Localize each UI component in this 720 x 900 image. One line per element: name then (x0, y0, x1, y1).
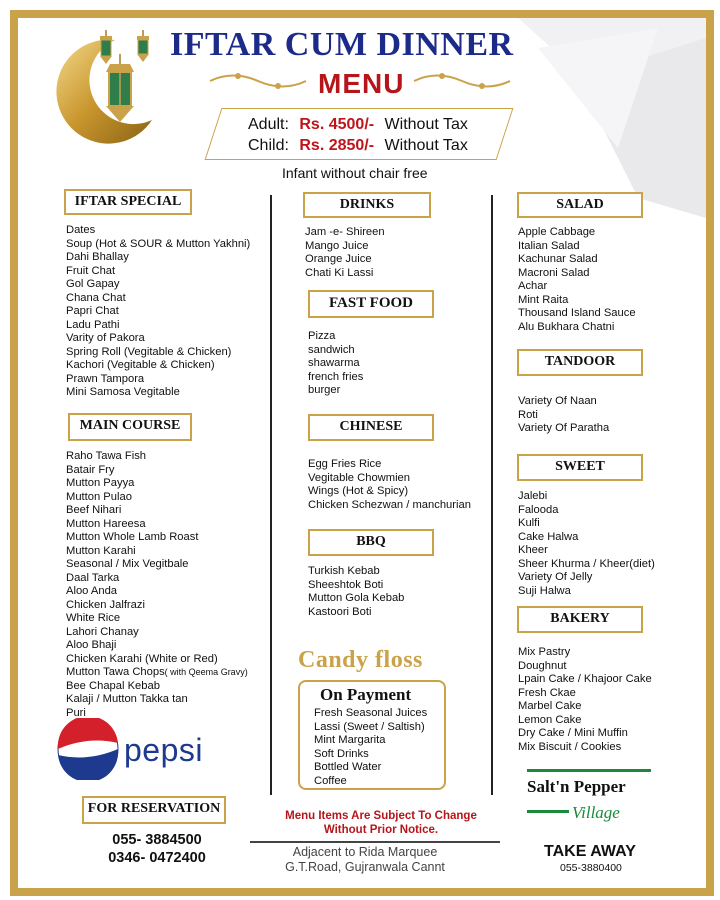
list-item: Lpain Cake / Khajoor Cake (518, 673, 652, 685)
list-item: Kastoori Boti (308, 605, 372, 618)
page-title: IFTAR CUM DINNER (170, 26, 514, 63)
infant-note: Infant without chair free (282, 165, 428, 181)
bakery-list (518, 646, 652, 754)
list-item: Vegitable Chowmien (308, 471, 410, 484)
list-item: Gol Gapay (66, 278, 120, 290)
list-item: Bottled Water (314, 761, 382, 773)
list-item: Prawn Tampora (66, 372, 145, 385)
child-label: Child: (248, 137, 289, 154)
sweet-list (518, 490, 655, 598)
list-item: Cake Halwa (518, 530, 579, 543)
list-item: Kalaji / Mutton Takka tan (66, 693, 188, 705)
list-item: Mutton Hareesa (66, 517, 146, 530)
child-price: Rs. 2850/- (299, 137, 375, 154)
list-item: Lahori Chanay (66, 625, 139, 638)
list-item: Aloo Anda (66, 585, 118, 597)
list-item: Sheeshtok Boti (308, 578, 384, 591)
takeaway-phone: 055-3880400 (560, 862, 622, 874)
ornament-right-icon (412, 70, 512, 92)
bbq-list (308, 565, 404, 619)
list-item: Chati Ki Lassi (305, 266, 374, 279)
pepsi-logo-text: pepsi (124, 732, 203, 768)
takeaway-label: TAKE AWAY (544, 843, 636, 860)
list-item: Jalebi (518, 490, 548, 502)
adult-label: Adult: (248, 116, 289, 133)
list-item: Mix Biscuit / Cookies (518, 740, 622, 753)
list-item: Kulfi (518, 517, 540, 529)
list-item: Variety Of Naan (518, 395, 597, 407)
list-item: Achar (518, 280, 548, 292)
list-item: Soup (Hot & SOUR & Mutton Yakhni) (66, 237, 251, 250)
child-price-line (248, 137, 468, 155)
pepsi-logo-icon (57, 718, 119, 780)
on-payment-list (314, 707, 427, 788)
list-item: Mutton Gola Kebab (308, 592, 405, 604)
list-item: Mutton Tawa Chops( with Qeema Gravy) (66, 666, 248, 678)
notice-line-2: Without Prior Notice. (323, 824, 439, 836)
list-item: Pizza (308, 330, 336, 342)
list-item: Kachori (Vegitable & Chicken) (66, 359, 215, 371)
list-item: Puri (66, 706, 86, 719)
list-item: Turkish Kebab (308, 565, 380, 577)
list-item: White Rice (66, 612, 121, 624)
brand-rule-left (527, 810, 569, 813)
column-divider (270, 195, 272, 795)
chinese-list (308, 458, 471, 512)
list-item: Orange Juice (305, 253, 372, 265)
list-item: Jam -e- Shireen (305, 226, 385, 238)
adult-price: Rs. 4500/- (299, 116, 375, 133)
lantern-icon (102, 54, 138, 124)
child-note: Without Tax (384, 137, 468, 154)
drinks-list (305, 226, 385, 280)
list-item: Chicken Jalfrazi (66, 598, 145, 611)
change-notice (270, 809, 492, 837)
list-item: Wings (Hot & Spicy) (308, 485, 409, 497)
brand-subtitle: Village (572, 803, 620, 822)
list-item: Dry Cake / Mini Muffin (518, 727, 628, 739)
section-header-tandoor: TANDOOR (517, 349, 643, 376)
section-header-sweet: SWEET (517, 454, 643, 481)
list-item: Egg Fries Rice (308, 458, 382, 470)
list-item: Papri Chat (66, 305, 119, 317)
list-item: Beef Nihari (66, 504, 122, 516)
list-item: Bee Chapal Kebab (66, 679, 160, 692)
list-item: sandwich (308, 343, 355, 356)
ornament-left-icon (208, 70, 308, 92)
list-item: Alu Bukhara Chatni (518, 320, 615, 333)
section-header-chinese: CHINESE (308, 414, 434, 441)
list-item: Mango Juice (305, 239, 369, 252)
list-item: Italian Salad (518, 239, 580, 252)
reservation-header: FOR RESERVATION (82, 796, 226, 824)
address-line-1: Adjacent to Rida Marquee (292, 845, 438, 859)
reservation-phones (92, 831, 222, 867)
list-item: Coffee (314, 774, 347, 787)
list-item: Kachunar Salad (518, 253, 598, 265)
list-item: Lemon Cake (518, 713, 582, 726)
list-item: Chicken Karahi (White or Red) (66, 652, 218, 665)
list-item: Daal Tarka (66, 571, 120, 584)
section-header-main-course: MAIN COURSE (68, 413, 192, 441)
reservation-phone-2: 0346- 0472400 (108, 850, 206, 866)
list-item: Soft Drinks (314, 747, 369, 760)
list-item: Kheer (518, 544, 548, 556)
fast-food-list (308, 330, 363, 398)
list-item: Fruit Chat (66, 264, 116, 277)
menu-heading: MENU (318, 68, 405, 99)
notice-line-1: Menu Items Are Subject To Change (285, 810, 477, 822)
brand-rule-top (527, 769, 651, 772)
tandoor-list (518, 395, 609, 436)
section-header-salad: SALAD (517, 192, 643, 218)
list-item: Seasonal / Mix Vegitbale (66, 558, 189, 570)
list-item: Mutton Whole Lamb Roast (66, 531, 199, 543)
section-header-fast-food: FAST FOOD (308, 290, 434, 318)
list-item: Macroni Salad (518, 266, 590, 279)
salad-list (518, 226, 636, 334)
list-item: Mutton Pulao (66, 490, 132, 503)
list-item: Lassi (Sweet / Saltish) (314, 720, 425, 733)
list-item: Raho Tawa Fish (66, 450, 147, 462)
list-item: Fresh Ckae (518, 686, 576, 699)
list-item: Variety Of Paratha (518, 422, 610, 434)
list-item: Mint Margarita (314, 734, 386, 746)
brand-name: Salt'n Pepper (527, 777, 626, 796)
iftar-special-list (66, 224, 250, 400)
list-item: Mutton Karahi (66, 544, 136, 557)
list-item: Thousand Island Sauce (518, 307, 636, 319)
list-item: Batair Fry (66, 463, 115, 476)
list-item: Apple Cabbage (518, 226, 596, 238)
section-header-iftar-special: IFTAR SPECIAL (64, 189, 192, 215)
list-item: Marbel Cake (518, 700, 582, 712)
list-item: Aloo Bhaji (66, 639, 117, 651)
address-divider (250, 841, 500, 843)
list-item: Roti (518, 408, 538, 421)
list-item: Chana Chat (66, 291, 126, 304)
list-item: Doughnut (518, 659, 567, 672)
list-item: Chicken Schezwan / manchurian (308, 498, 471, 511)
adult-note: Without Tax (384, 116, 468, 133)
section-header-bbq: BBQ (308, 529, 434, 556)
adult-price-line (248, 116, 468, 134)
reservation-phone-1: 055- 3884500 (112, 832, 202, 848)
section-header-bakery: BAKERY (517, 606, 643, 633)
list-item: Ladu Pathi (66, 318, 120, 331)
list-item: Mint Raita (518, 293, 569, 306)
list-item: Sheer Khurma / Kheer(diet) (518, 557, 655, 570)
on-payment-title: On Payment (320, 685, 412, 704)
list-item: Mini Samosa Vegitable (66, 386, 180, 398)
candy-floss-heading: Candy floss (298, 647, 423, 673)
column-divider (491, 195, 493, 795)
list-item: Fresh Seasonal Juices (314, 707, 428, 719)
address-line-2: G.T.Road, Gujranwala Cannt (285, 860, 445, 874)
list-item: Varity of Pakora (66, 332, 145, 344)
list-item: Suji Halwa (518, 584, 571, 597)
list-item: Dahi Bhallay (66, 251, 129, 263)
list-item: Mix Pastry (518, 646, 571, 658)
list-item: Falooda (518, 503, 559, 516)
list-item: burger (308, 384, 341, 396)
list-item: shawarma (308, 357, 360, 369)
section-header-drinks: DRINKS (303, 192, 431, 218)
main-course-list (66, 450, 248, 720)
list-item: Dates (66, 224, 96, 236)
list-item: french fries (308, 370, 364, 383)
list-item: Spring Roll (Vegitable & Chicken) (66, 345, 232, 358)
address (265, 845, 465, 875)
list-item: Mutton Payya (66, 477, 135, 489)
list-item: Variety Of Jelly (518, 571, 593, 583)
